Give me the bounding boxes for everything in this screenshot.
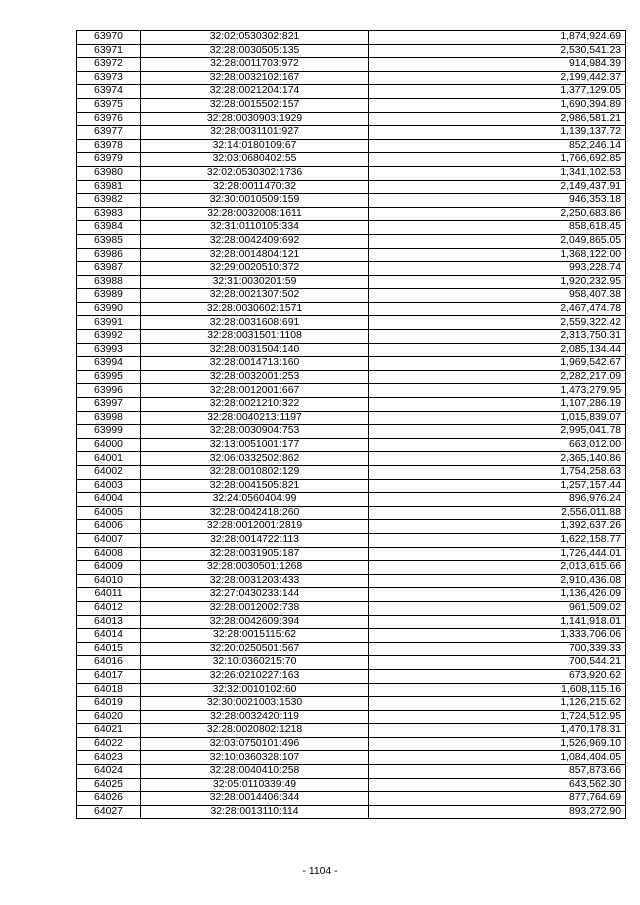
cadastral-number: 32:28:0042409:692 (141, 234, 369, 248)
cadastral-number: 32:30:0010509:159 (141, 194, 369, 208)
table-row (77, 724, 626, 738)
row-number: 63991 (77, 316, 141, 330)
row-number: 64014 (77, 629, 141, 643)
table-row (77, 398, 626, 412)
cadastral-number: 32:28:0031608:691 (141, 316, 369, 330)
row-number: 63973 (77, 71, 141, 85)
table-row (77, 370, 626, 384)
cadastral-number: 32:28:0032420:119 (141, 710, 369, 724)
table-row (77, 520, 626, 534)
cadastral-value: 1,724,512.95 (369, 710, 626, 724)
table-row (77, 262, 626, 276)
cadastral-value: 1,622,158.77 (369, 533, 626, 547)
cadastral-value: 2,559,322.42 (369, 316, 626, 330)
row-number: 63984 (77, 221, 141, 235)
table-row (77, 207, 626, 221)
table-row (77, 289, 626, 303)
row-number: 64006 (77, 520, 141, 534)
row-number: 63994 (77, 357, 141, 371)
cadastral-value: 2,467,474.78 (369, 302, 626, 316)
cadastral-value: 1,874,924.69 (369, 31, 626, 45)
table-row (77, 98, 626, 112)
row-number: 63980 (77, 166, 141, 180)
cadastral-number: 32:28:0031101:927 (141, 126, 369, 140)
cadastral-number: 32:28:0014713:160 (141, 357, 369, 371)
table-row (77, 180, 626, 194)
table-row (77, 656, 626, 670)
table-row (77, 139, 626, 153)
row-number: 64010 (77, 574, 141, 588)
cadastral-value: 2,149,437.91 (369, 180, 626, 194)
row-number: 63997 (77, 398, 141, 412)
row-number: 63996 (77, 384, 141, 398)
table-row (77, 425, 626, 439)
table-row (77, 615, 626, 629)
cadastral-number: 32:03:0680402:55 (141, 153, 369, 167)
cadastral-number: 32:28:0032102:167 (141, 71, 369, 85)
cadastral-number: 32:28:0011470:32 (141, 180, 369, 194)
cadastral-number: 32:28:0030904:753 (141, 425, 369, 439)
table-row (77, 737, 626, 751)
cadastral-value: 1,139,137.72 (369, 126, 626, 140)
cadastral-number: 32:28:0040410:258 (141, 765, 369, 779)
row-number: 64019 (77, 697, 141, 711)
cadastral-number: 32:30:0021003:1530 (141, 697, 369, 711)
cadastral-value: 2,556,011.88 (369, 506, 626, 520)
cadastral-number: 32:28:0031504:140 (141, 343, 369, 357)
row-number: 64016 (77, 656, 141, 670)
cadastral-number: 32:28:0032008:1611 (141, 207, 369, 221)
row-number: 63986 (77, 248, 141, 262)
row-number: 63998 (77, 411, 141, 425)
row-number: 64015 (77, 642, 141, 656)
table-row (77, 316, 626, 330)
cadastral-value: 2,085,134.44 (369, 343, 626, 357)
cadastral-number: 32:28:0042609:394 (141, 615, 369, 629)
cadastral-number: 32:10:0360215:70 (141, 656, 369, 670)
cadastral-number: 32:02:0530302:821 (141, 31, 369, 45)
cadastral-number: 32:10:0360328:107 (141, 751, 369, 765)
cadastral-number: 32:28:0021307:502 (141, 289, 369, 303)
row-number: 64000 (77, 438, 141, 452)
row-number: 64009 (77, 561, 141, 575)
row-number: 63970 (77, 31, 141, 45)
cadastral-number: 32:28:0014804:121 (141, 248, 369, 262)
cadastral-number: 32:02:0530302:1736 (141, 166, 369, 180)
cadastral-number: 32:05:0110339:49 (141, 778, 369, 792)
cadastral-value: 1,126,215.62 (369, 697, 626, 711)
row-number: 63976 (77, 112, 141, 126)
cadastral-number: 32:28:0032001:253 (141, 370, 369, 384)
cadastral-value: 1,920,232.95 (369, 275, 626, 289)
cadastral-value: 893,272.90 (369, 805, 626, 819)
cadastral-value: 914,984.39 (369, 58, 626, 72)
cadastral-value: 1,608,115.16 (369, 683, 626, 697)
cadastral-value: 857,873.66 (369, 765, 626, 779)
cadastral-number: 32:28:0031203:433 (141, 574, 369, 588)
cadastral-number: 32:28:0030602:1571 (141, 302, 369, 316)
table-row (77, 384, 626, 398)
table-row (77, 166, 626, 180)
table-row (77, 493, 626, 507)
table-row (77, 642, 626, 656)
cadastral-value: 993,228.74 (369, 262, 626, 276)
cadastral-number: 32:28:0013110:114 (141, 805, 369, 819)
table-row (77, 44, 626, 58)
cadastral-number: 32:28:0030903:1929 (141, 112, 369, 126)
cadastral-number: 32:28:0014722:113 (141, 533, 369, 547)
row-number: 63977 (77, 126, 141, 140)
row-number: 63985 (77, 234, 141, 248)
cadastral-value: 1,084,404.05 (369, 751, 626, 765)
cadastral-value: 1,754,258.63 (369, 466, 626, 480)
cadastral-value: 1,141,918.01 (369, 615, 626, 629)
row-number: 64018 (77, 683, 141, 697)
table-row (77, 221, 626, 235)
row-number: 64001 (77, 452, 141, 466)
table-row (77, 112, 626, 126)
row-number: 64007 (77, 533, 141, 547)
table-row (77, 58, 626, 72)
table-row (77, 697, 626, 711)
cadastral-value: 2,013,615.66 (369, 561, 626, 575)
row-number: 64026 (77, 792, 141, 806)
table-row (77, 601, 626, 615)
row-number: 64022 (77, 737, 141, 751)
row-number: 63990 (77, 302, 141, 316)
cadastral-number: 32:14:0180109:67 (141, 139, 369, 153)
cadastral-value: 2,199,442.37 (369, 71, 626, 85)
cadastral-value: 2,250,683.86 (369, 207, 626, 221)
page-number: - 1104 - (302, 866, 338, 877)
cadastral-number: 32:28:0015502:157 (141, 98, 369, 112)
table-row (77, 466, 626, 480)
row-number: 64027 (77, 805, 141, 819)
cadastral-value: 2,995,041.78 (369, 425, 626, 439)
cadastral-value: 2,282,217.09 (369, 370, 626, 384)
cadastral-value-table (76, 30, 626, 819)
cadastral-value: 2,313,750.31 (369, 330, 626, 344)
cadastral-value: 858,618.45 (369, 221, 626, 235)
row-number: 63999 (77, 425, 141, 439)
table-row (77, 153, 626, 167)
cadastral-value: 2,049,865.05 (369, 234, 626, 248)
cadastral-number: 32:28:0031905:187 (141, 547, 369, 561)
cadastral-value: 1,690,394.89 (369, 98, 626, 112)
table-row (77, 31, 626, 45)
row-number: 63978 (77, 139, 141, 153)
cadastral-number: 32:29:0020510:372 (141, 262, 369, 276)
table-row (77, 547, 626, 561)
cadastral-number: 32:20:0250501:567 (141, 642, 369, 656)
table-body (77, 31, 626, 819)
row-number: 64024 (77, 765, 141, 779)
cadastral-value: 1,969,542.67 (369, 357, 626, 371)
cadastral-value: 1,368,122.00 (369, 248, 626, 262)
row-number: 63982 (77, 194, 141, 208)
cadastral-value: 700,339.33 (369, 642, 626, 656)
cadastral-number: 32:24:0560404:99 (141, 493, 369, 507)
table-row (77, 588, 626, 602)
cadastral-value: 1,766,692.85 (369, 153, 626, 167)
row-number: 63972 (77, 58, 141, 72)
row-number: 64011 (77, 588, 141, 602)
cadastral-value: 2,986,581.21 (369, 112, 626, 126)
table-row (77, 765, 626, 779)
cadastral-value: 1,136,426.09 (369, 588, 626, 602)
row-number: 64021 (77, 724, 141, 738)
cadastral-number: 32:28:0015115:62 (141, 629, 369, 643)
table-row (77, 805, 626, 819)
row-number: 63992 (77, 330, 141, 344)
cadastral-value: 700,544.21 (369, 656, 626, 670)
cadastral-value: 1,257,157.44 (369, 479, 626, 493)
row-number: 63971 (77, 44, 141, 58)
table-row (77, 629, 626, 643)
row-number: 63975 (77, 98, 141, 112)
cadastral-value: 1,377,129.05 (369, 85, 626, 99)
row-number: 63981 (77, 180, 141, 194)
table-row (77, 330, 626, 344)
row-number: 64020 (77, 710, 141, 724)
cadastral-value: 1,341,102.53 (369, 166, 626, 180)
table-row (77, 479, 626, 493)
cadastral-number: 32:28:0012001:2819 (141, 520, 369, 534)
cadastral-value: 663,012.00 (369, 438, 626, 452)
table-row (77, 411, 626, 425)
row-number: 64012 (77, 601, 141, 615)
cadastral-number: 32:28:0042418:260 (141, 506, 369, 520)
cadastral-value: 2,910,436.08 (369, 574, 626, 588)
cadastral-number: 32:28:0030505:135 (141, 44, 369, 58)
cadastral-value: 852,246.14 (369, 139, 626, 153)
cadastral-value: 1,392,637.26 (369, 520, 626, 534)
cadastral-value: 1,473,279.95 (369, 384, 626, 398)
cadastral-value: 958,407.38 (369, 289, 626, 303)
cadastral-number: 32:28:0040213:1197 (141, 411, 369, 425)
cadastral-number: 32:28:0020802:1218 (141, 724, 369, 738)
table-row (77, 561, 626, 575)
row-number: 64003 (77, 479, 141, 493)
cadastral-value: 1,470,178.31 (369, 724, 626, 738)
table-row (77, 71, 626, 85)
cadastral-value: 643,562.30 (369, 778, 626, 792)
row-number: 64025 (77, 778, 141, 792)
row-number: 64008 (77, 547, 141, 561)
row-number: 64004 (77, 493, 141, 507)
table-row (77, 194, 626, 208)
row-number: 63983 (77, 207, 141, 221)
row-number: 64023 (77, 751, 141, 765)
cadastral-number: 32:28:0030501:1268 (141, 561, 369, 575)
cadastral-number: 32:28:0011703:972 (141, 58, 369, 72)
table-row (77, 506, 626, 520)
row-number: 63995 (77, 370, 141, 384)
cadastral-number: 32:28:0010802:129 (141, 466, 369, 480)
row-number: 64017 (77, 669, 141, 683)
table-row (77, 669, 626, 683)
table-row (77, 751, 626, 765)
row-number: 63988 (77, 275, 141, 289)
table-row (77, 533, 626, 547)
cadastral-value: 946,353.18 (369, 194, 626, 208)
table-row (77, 357, 626, 371)
table-row (77, 710, 626, 724)
cadastral-value: 673,920.62 (369, 669, 626, 683)
table-row (77, 683, 626, 697)
row-number: 63979 (77, 153, 141, 167)
table-row (77, 85, 626, 99)
cadastral-number: 32:28:0021210:322 (141, 398, 369, 412)
table-row (77, 343, 626, 357)
table-row (77, 778, 626, 792)
cadastral-value: 2,365,140.86 (369, 452, 626, 466)
cadastral-number: 32:31:0110105:334 (141, 221, 369, 235)
cadastral-value: 2,530,541.23 (369, 44, 626, 58)
cadastral-number: 32:28:0031501:1108 (141, 330, 369, 344)
cadastral-number: 32:28:0041505:821 (141, 479, 369, 493)
cadastral-value: 1,015,839.07 (369, 411, 626, 425)
table-row (77, 302, 626, 316)
table-row (77, 275, 626, 289)
cadastral-number: 32:31:0030201:59 (141, 275, 369, 289)
table-row (77, 248, 626, 262)
cadastral-number: 32:13:0051001:177 (141, 438, 369, 452)
cadastral-value: 877,764.69 (369, 792, 626, 806)
cadastral-number: 32:28:0021204:174 (141, 85, 369, 99)
cadastral-value: 1,526,969.10 (369, 737, 626, 751)
row-number: 63989 (77, 289, 141, 303)
row-number: 64013 (77, 615, 141, 629)
cadastral-number: 32:28:0012001:667 (141, 384, 369, 398)
cadastral-value: 1,726,444.01 (369, 547, 626, 561)
table-row (77, 126, 626, 140)
cadastral-value: 1,333,706.06 (369, 629, 626, 643)
row-number: 64005 (77, 506, 141, 520)
cadastral-number: 32:32:0010102:60 (141, 683, 369, 697)
row-number: 64002 (77, 466, 141, 480)
cadastral-number: 32:28:0014406:344 (141, 792, 369, 806)
table-row (77, 234, 626, 248)
table-row (77, 438, 626, 452)
cadastral-value: 896,976.24 (369, 493, 626, 507)
cadastral-number: 32:06:0332502:862 (141, 452, 369, 466)
table-row (77, 452, 626, 466)
table-row (77, 574, 626, 588)
table-row (77, 792, 626, 806)
row-number: 63993 (77, 343, 141, 357)
row-number: 63987 (77, 262, 141, 276)
cadastral-number: 32:26:0210227:163 (141, 669, 369, 683)
cadastral-number: 32:28:0012002:738 (141, 601, 369, 615)
cadastral-number: 32:03:0750101:496 (141, 737, 369, 751)
cadastral-value: 961,509.02 (369, 601, 626, 615)
row-number: 63974 (77, 85, 141, 99)
cadastral-value: 1,107,286.19 (369, 398, 626, 412)
cadastral-number: 32:27:0430233:144 (141, 588, 369, 602)
